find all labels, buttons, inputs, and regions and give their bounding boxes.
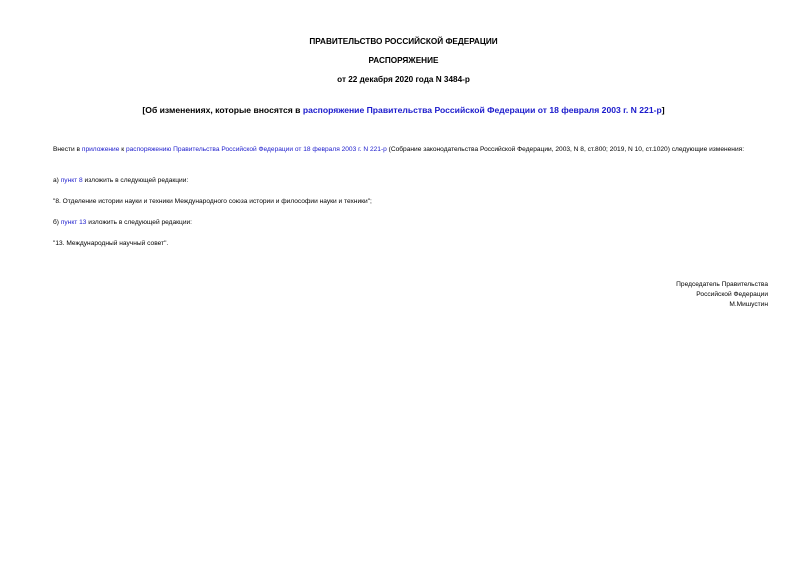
appendix-link[interactable]: приложение	[81, 146, 120, 153]
intro-prefix: Внести в	[53, 146, 82, 153]
intro-paragraph	[40, 145, 770, 155]
item-b-suffix: изложить в следующей редакции:	[86, 219, 193, 226]
item-a-paragraph	[53, 176, 188, 186]
item-8-link[interactable]: пункт 8	[60, 177, 83, 184]
intro-suffix: (Собрание законодательства Российской Федерации, 2003, N 8, ст.800; 2019, N 10, ст.1020) следующие изменения:	[386, 146, 745, 153]
subject-suffix: ]	[661, 105, 665, 115]
document-date-number: от 22 декабря 2020 года N 3484-р	[337, 75, 470, 84]
item-b-paragraph	[53, 218, 192, 228]
item-13-link[interactable]: пункт 13	[60, 219, 87, 226]
item-b-prefix: б)	[53, 219, 61, 226]
signature-organization: Российской Федерации	[696, 291, 768, 298]
intro-mid: к	[119, 146, 126, 153]
subject-prefix: [Об изменениях, которые вносятся в	[142, 105, 303, 115]
signature-position: Председатель Правительства	[676, 281, 768, 288]
document-subject	[0, 105, 807, 115]
government-heading: ПРАВИТЕЛЬСТВО РОССИЙСКОЙ ФЕДЕРАЦИИ	[309, 37, 498, 46]
item-b-quote: "13. Международный научный совет".	[53, 240, 169, 247]
item-a-suffix: изложить в следующей редакции:	[82, 177, 189, 184]
subject-link[interactable]: распоряжение Правительства Российской Федерации от 18 февраля 2003 г. N 221-р	[302, 105, 662, 115]
order-reference-link[interactable]: распоряжению Правительства Российской Федерации от 18 февраля 2003 г. N 221-р	[125, 146, 387, 153]
document-type-heading: РАСПОРЯЖЕНИЕ	[368, 56, 439, 65]
item-a-prefix: а)	[53, 177, 61, 184]
signature-name: М.Мишустин	[729, 301, 768, 308]
item-a-quote: "8. Отделение истории науки и техники Международного союза истории и философии науки и техники";	[53, 198, 372, 205]
